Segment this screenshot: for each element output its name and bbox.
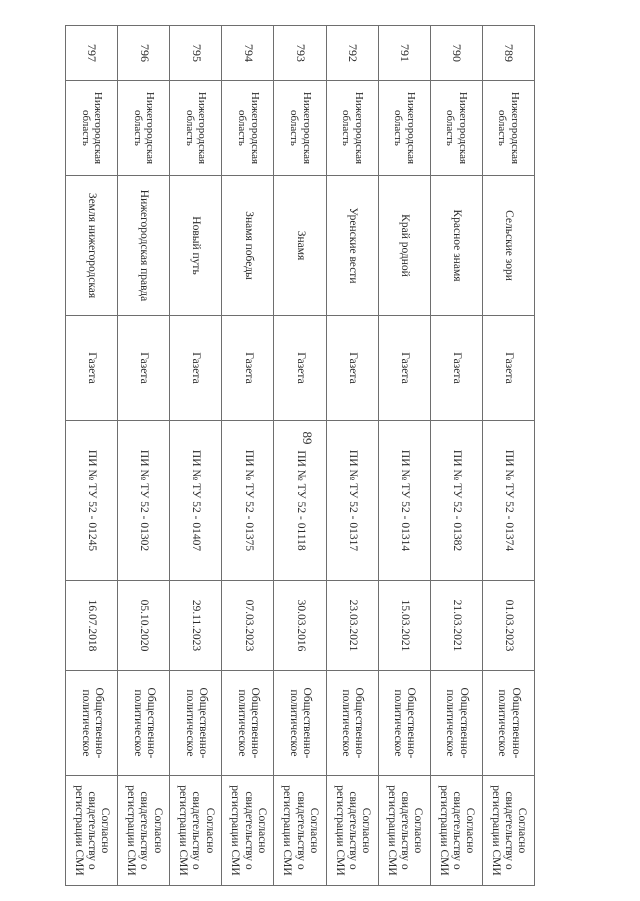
region-cell: Нижегородская область <box>222 81 274 176</box>
row-number-cell: 796 <box>118 26 170 81</box>
table-body <box>66 26 535 886</box>
note-cell: Согласно свидетельству о регистрации СМИ <box>274 776 326 886</box>
specialization-cell: Общественно-политическое <box>378 671 430 776</box>
table-row <box>66 26 118 886</box>
media-type-cell: Газета <box>430 316 482 421</box>
media-type-cell: Газета <box>482 316 534 421</box>
registration-number-cell: ПИ № ТУ 52 - 01382 <box>430 421 482 581</box>
row-number-cell: 789 <box>482 26 534 81</box>
media-type-cell: Газета <box>274 316 326 421</box>
table-row <box>378 26 430 886</box>
registration-date-cell: 07.03.2023 <box>222 581 274 671</box>
publication-name-cell: Земля нижегородская <box>66 176 118 316</box>
media-type-cell: Газета <box>326 316 378 421</box>
registration-number-cell: ПИ № ТУ 52 - 01118 <box>274 421 326 581</box>
specialization-cell: Общественно-политическое <box>222 671 274 776</box>
registration-date-cell: 29.11.2023 <box>170 581 222 671</box>
note-cell: Согласно свидетельству о регистрации СМИ <box>482 776 534 886</box>
registration-date-cell: 01.03.2023 <box>482 581 534 671</box>
note-cell: Согласно свидетельству о регистрации СМИ <box>430 776 482 886</box>
publication-name-cell: Знамя победы <box>222 176 274 316</box>
region-cell: Нижегородская область <box>326 81 378 176</box>
region-cell: Нижегородская область <box>170 81 222 176</box>
registration-date-cell: 16.07.2018 <box>66 581 118 671</box>
media-type-cell: Газета <box>222 316 274 421</box>
registration-date-cell: 15.03.2021 <box>378 581 430 671</box>
note-cell: Согласно свидетельству о регистрации СМИ <box>222 776 274 886</box>
specialization-cell: Общественно-политическое <box>170 671 222 776</box>
registry-table-container <box>65 25 535 885</box>
specialization-cell: Общественно-политическое <box>66 671 118 776</box>
registration-number-cell: ПИ № ТУ 52 - 01407 <box>170 421 222 581</box>
registration-number-cell: ПИ № ТУ 52 - 01374 <box>482 421 534 581</box>
row-number-cell: 792 <box>326 26 378 81</box>
table-row <box>326 26 378 886</box>
publication-name-cell: Знамя <box>274 176 326 316</box>
media-type-cell: Газета <box>378 316 430 421</box>
row-number-cell: 793 <box>274 26 326 81</box>
row-number-cell: 790 <box>430 26 482 81</box>
region-cell: Нижегородская область <box>66 81 118 176</box>
registration-date-cell: 23.03.2021 <box>326 581 378 671</box>
specialization-cell: Общественно-политическое <box>326 671 378 776</box>
registration-number-cell: ПИ № ТУ 52 - 01314 <box>378 421 430 581</box>
publication-name-cell: Сельские зори <box>482 176 534 316</box>
media-registry-table <box>65 25 535 886</box>
table-row <box>222 26 274 886</box>
registration-number-cell: ПИ № ТУ 52 - 01375 <box>222 421 274 581</box>
registration-date-cell: 05.10.2020 <box>118 581 170 671</box>
media-type-cell: Газета <box>170 316 222 421</box>
row-number-cell: 797 <box>66 26 118 81</box>
media-type-cell: Газета <box>66 316 118 421</box>
note-cell: Согласно свидетельству о регистрации СМИ <box>326 776 378 886</box>
row-number-cell: 791 <box>378 26 430 81</box>
media-type-cell: Газета <box>118 316 170 421</box>
region-cell: Нижегородская область <box>482 81 534 176</box>
specialization-cell: Общественно-политическое <box>274 671 326 776</box>
note-cell: Согласно свидетельству о регистрации СМИ <box>118 776 170 886</box>
table-row <box>430 26 482 886</box>
registration-date-cell: 21.03.2021 <box>430 581 482 671</box>
publication-name-cell: Новый путь <box>170 176 222 316</box>
region-cell: Нижегородская область <box>118 81 170 176</box>
region-cell: Нижегородская область <box>274 81 326 176</box>
specialization-cell: Общественно-политическое <box>482 671 534 776</box>
specialization-cell: Общественно-политическое <box>430 671 482 776</box>
note-cell: Согласно свидетельству о регистрации СМИ <box>378 776 430 886</box>
publication-name-cell: Уренские вести <box>326 176 378 316</box>
table-row <box>274 26 326 886</box>
table-row <box>170 26 222 886</box>
publication-name-cell: Нижегородская правда <box>118 176 170 316</box>
specialization-cell: Общественно-политическое <box>118 671 170 776</box>
region-cell: Нижегородская область <box>430 81 482 176</box>
region-cell: Нижегородская область <box>378 81 430 176</box>
registration-number-cell: ПИ № ТУ 52 - 01317 <box>326 421 378 581</box>
registration-date-cell: 30.03.2016 <box>274 581 326 671</box>
publication-name-cell: Красное знамя <box>430 176 482 316</box>
registration-number-cell: ПИ № ТУ 52 - 01302 <box>118 421 170 581</box>
page-number: 89 <box>300 431 315 445</box>
table-row <box>482 26 534 886</box>
row-number-cell: 795 <box>170 26 222 81</box>
note-cell: Согласно свидетельству о регистрации СМИ <box>66 776 118 886</box>
registration-number-cell: ПИ № ТУ 52 - 01245 <box>66 421 118 581</box>
row-number-cell: 794 <box>222 26 274 81</box>
table-row <box>118 26 170 886</box>
note-cell: Согласно свидетельству о регистрации СМИ <box>170 776 222 886</box>
publication-name-cell: Край родной <box>378 176 430 316</box>
